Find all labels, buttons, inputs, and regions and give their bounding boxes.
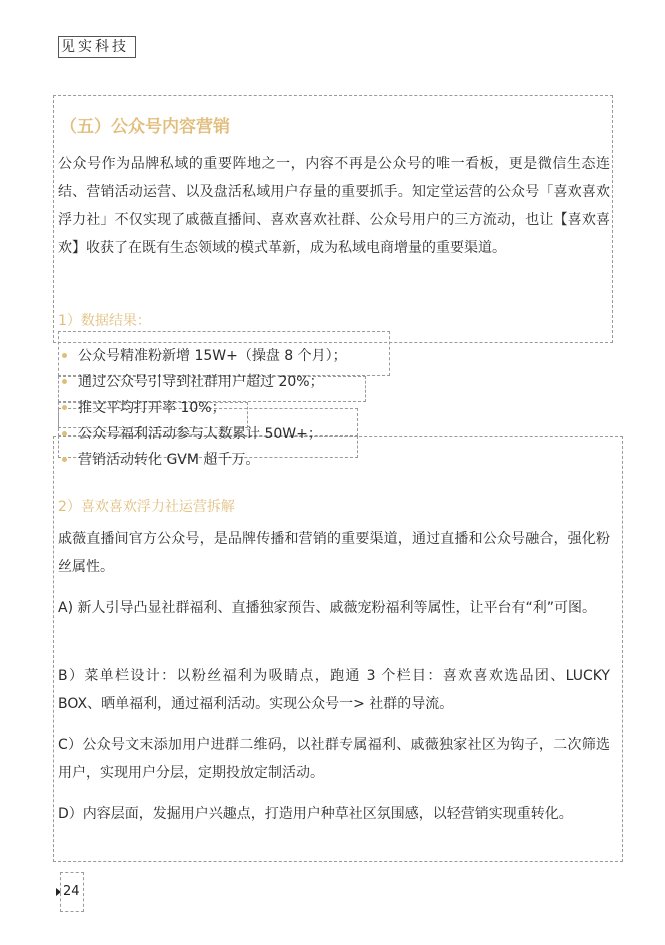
breakdown-heading: 2）喜欢喜欢浮力社运营拆解 [58,499,235,515]
breakdown-paragraph-d: D）内容层面，发掘用户兴趣点，打造用户种草社区氛围感，以轻营销实现重转化。 [58,806,573,822]
section-title: （五）公众号内容营销 [60,117,230,137]
bullet-icon [62,405,67,410]
breakdown-paragraph-intro: 戚薇直播间官方公众号，是品牌传播和营销的重要渠道，通过直播和公众号融合，强化粉丝属性。 [58,531,610,575]
list-item: 推文平均打开率 10%； [58,395,347,421]
breakdown-paragraph-a: A) 新人引导凸显社群福利、直播独家预告、戚薇宠粉福利等属性，让平台有“利”可图。 [58,600,596,616]
breakdown-paragraph-c: C）公众号文末添加用户进群二维码，以社群专属福利、戚薇独家社区为钩子，二次筛选用户，实现用户分层，定期投放定制活动。 [58,737,610,781]
bullet-icon [62,431,67,436]
bullet-icon [62,353,67,358]
list-item: 公众号精准粉新增 15W+（操盘 8 个月）； [58,343,347,369]
page-number: 24 [56,884,80,899]
list-item: 公众号福利活动参与人数累计 50W+； [58,421,347,447]
breakdown-paragraph-b: B）菜单栏设计：以粉丝福利为吸睛点，跑通 3 个栏目：喜欢喜欢选品团、LUCKY BOX、晒单福利，通过福利活动。实现公众号一> 社群的导流。 [58,668,610,712]
results-heading: 1）数据结果： [58,313,151,329]
list-item: 营销活动转化 GVM 超千万。 [58,447,347,473]
results-list [58,343,347,473]
bullet-icon [62,379,67,384]
bullet-icon [62,457,67,462]
brand-label: 见实科技 [58,36,136,58]
page-marker-icon [56,888,61,896]
intro-paragraph: 公众号作为品牌私域的重要阵地之一，内容不再是公众号的唯一看板，更是微信生态连结、营销活动运营、以及盘活私域用户存量的重要抓手。知定堂运营的公众号「喜欢喜欢浮力社」不仅实现了戚薇直播间、喜欢喜欢社群、公众号用户的三方流动，也让【喜欢喜欢】收获了在既有生态领域的模式革新，成为私域电商增量的重要渠道。 [58,156,610,256]
list-item: 通过公众号引导到社群用户超过 20%； [58,369,347,395]
